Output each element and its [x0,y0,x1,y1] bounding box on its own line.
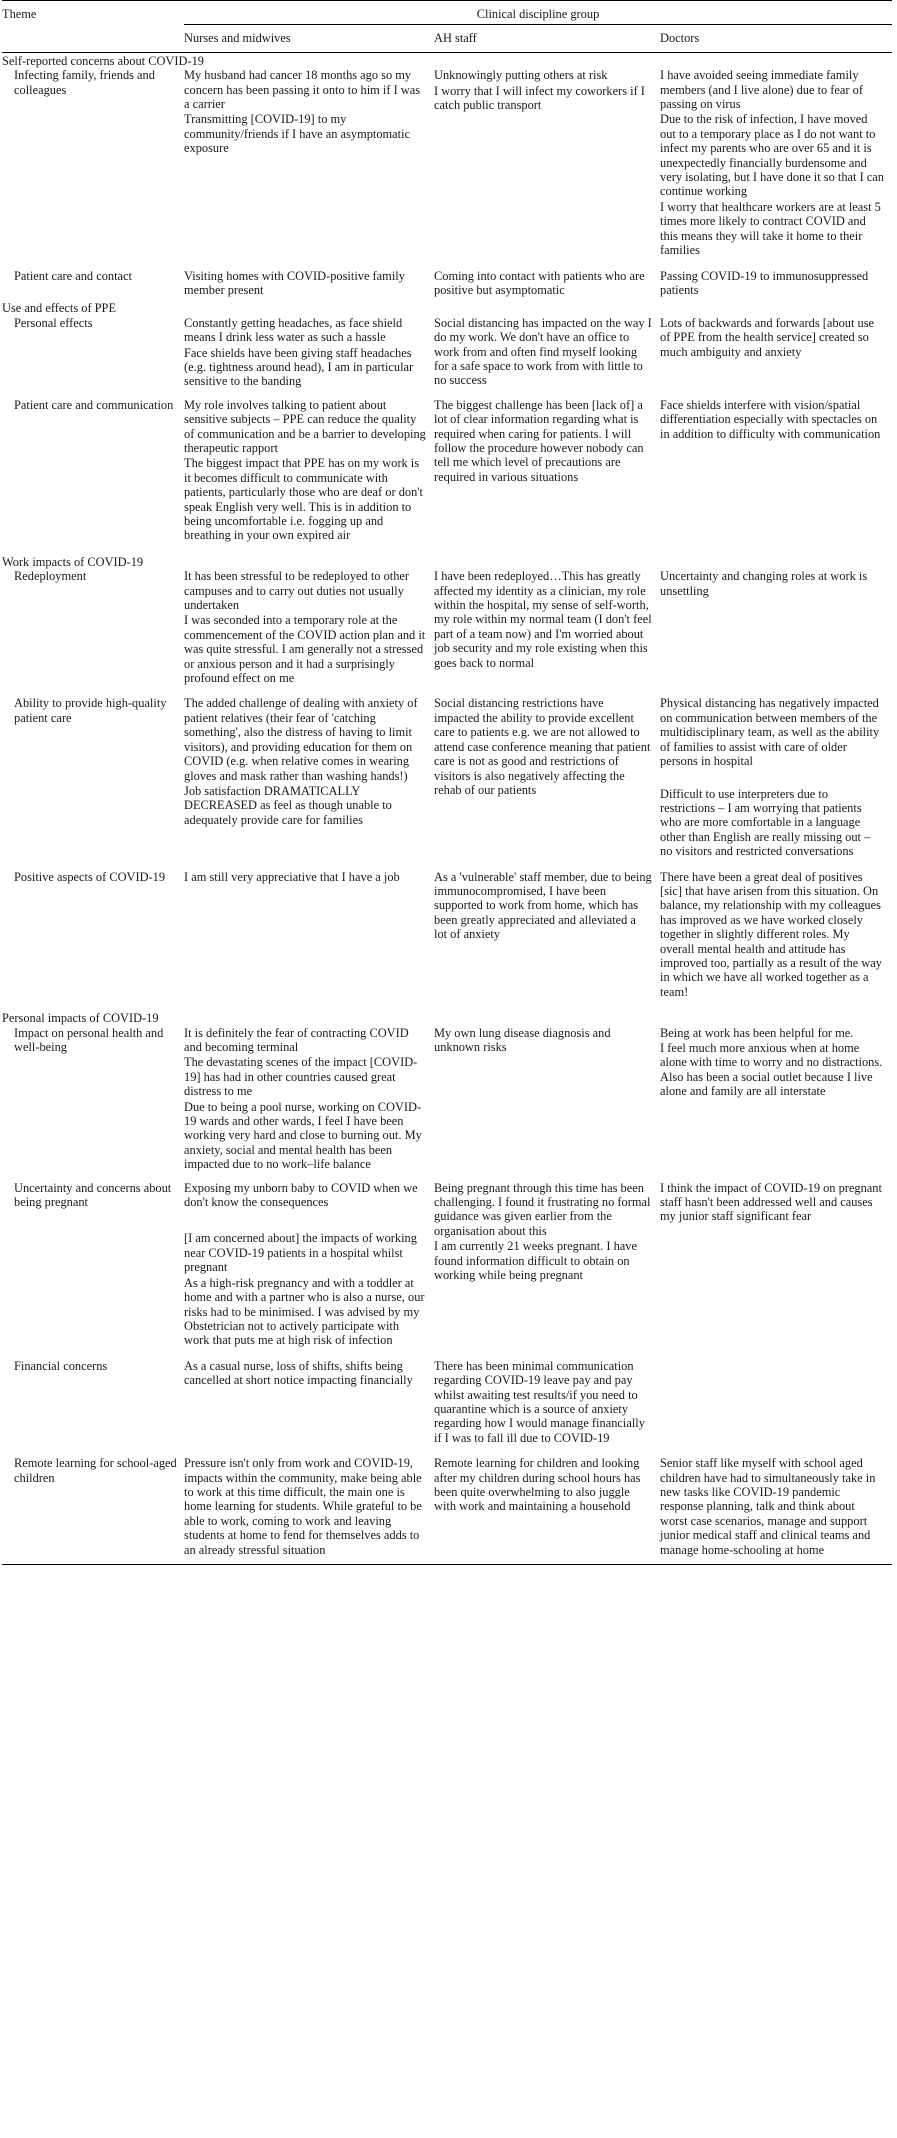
quote-text: Uncertainty and changing roles at work is unsettling [660,569,868,598]
table-body [2,52,892,1564]
quote-text: The devastating scenes of the impact [COVID-19] has had in other countries caused great distress to me [184,1055,418,1099]
quote-text: As a high-risk pregnancy and with a toddler at home and with a partner who is also a nurse, our risks had to be minimised. I was advised by my Obstetrician not to actively participate with work that puts me at high risk of infection [184,1275,425,1348]
quote-cell-doctors [660,870,892,1011]
section-title: Work impacts of COVID-19 [2,554,144,569]
table-row [2,870,892,1011]
quote-cell-ah [434,696,660,869]
section-row [2,300,892,315]
quote-cell-doctors [660,696,892,869]
quote-text: [I am concerned about] the impacts of working near COVID-19 patients in a hospital whilst pregnant [184,1231,417,1275]
quote-text: Difficult to use interpreters due to restrictions – I am worrying that patients who are more comfortable in a language other than English are really missing out – no visitors and restricted conversations [660,786,871,859]
quote-text: I am currently 21 weeks pregnant. I have found information difficult to obtain on working while being pregnant [434,1239,637,1283]
quote-text: Face shields have been giving staff headaches (e.g. tightness around head), I am in particular sensitive to the banding [184,345,414,389]
quote-text: Unknowingly putting others at risk [434,68,608,83]
quote-cell-doctors [660,1456,892,1564]
quote-text: The biggest challenge has been [lack of] a lot of clear information regarding what is required when caring for patients. I will follow the procedure however nobody can tell me which level of precautions are required in various situations [434,397,644,484]
quote-text: Social distancing restrictions have impacted the ability to provide excellent care to patients e.g. we are not allowed to attend case conference meaning that patient care is not as good and restrictions of visitors is also negatively affecting the rehab of our patients [434,696,651,797]
quote-text: I feel much more anxious when at home alone with time to worry and no distractions. Also has been a social outlet because I live alone and family are all interstate [660,1041,883,1099]
quote-cell-ah [434,1026,660,1181]
subtheme-cell: Uncertainty and concerns about being pregnant [14,1180,172,1210]
quote-text: Senior staff like myself with school aged children have had to simultaneously take in new tasks like COVID-19 pandemic response planning, talk and think about worst case scenarios, manage and support junior medical staff and clinical teams and manage home-schooling at home [660,1456,876,1557]
quote-text: Due to the risk of infection, I have moved out to a temporary place as I do not want to infect my parents who are over 65 and it is unexpectedly financially burdensome and very isolating, but I have done it so that I can continue working [660,112,885,199]
theme-header: Theme [2,1,184,28]
quote-cell-ah [434,569,660,696]
table-row [2,398,892,554]
subtheme-cell: Remote learning for school-aged children [2,1456,184,1564]
clinical-discipline-group-header [184,1,892,28]
quote-text: I worry that healthcare workers are at least 5 times more likely to contract COVID and this means they will take it home to their families [660,199,881,258]
quote-text: Transmitting [COVID-19] to my community/friends if I have an asymptomatic exposure [184,112,411,156]
section-title: Personal impacts of COVID-19 [2,1011,159,1026]
quote-text: As a casual nurse, loss of shifts, shifts being cancelled at short notice impacting financially [184,1358,413,1388]
quote-text: Job satisfaction DRAMATICALLY DECREASED as feel as though unable to adequately provide care for families [184,783,392,827]
column-header-doctors: Doctors [660,27,892,52]
subtheme-cell: Financial concerns [14,1358,108,1373]
quote-text: Lots of backwards and forwards [about use of PPE from the health service] created so much ambiguity and anxiety [660,315,875,359]
quote-text: As a 'vulnerable' staff member, due to being immunocompromised, I have been supported to work from home, which has been greatly appreciated and alleviated a lot of anxiety [434,869,652,942]
quote-cell-doctors [660,68,892,268]
subtheme-cell: Infecting family, friends and colleagues [14,68,155,97]
quote-text: I worry that I will infect my coworkers if I catch public transport [434,83,645,113]
quote-cell-ah [434,1359,660,1456]
quote-text: I am still very appreciative that I have a job [184,869,400,884]
quote-cell-nurses [184,569,434,696]
table-row [2,269,892,301]
quote-text: Social distancing has impacted on the way I do my work. We don't have an office to work from and often find myself looking for a safe space to work from with little to no success [434,315,652,388]
quote-cell-nurses [184,398,434,554]
subtheme-cell: Personal effects [14,315,93,330]
quote-cell-ah [434,398,660,554]
subtheme-cell: Redeployment [14,569,87,584]
quote-cell-doctors [660,316,892,398]
column-header-nurses: Nurses and midwives [184,27,434,52]
quote-cell-doctors [660,569,892,696]
quote-text: Being pregnant through this time has been challenging. I found it frustrating no formal guidance was given earlier from the organisation about this [434,1180,651,1238]
section-row [2,554,892,569]
section-title: Self-reported concerns about COVID-19 [2,53,204,68]
quote-text: Due to being a pool nurse, working on COVID-19 wards and other wards, I feel I have been working very hard and close to burning out. My anxiety, social and mental health has been impacted due to no work–life balance [184,1099,422,1172]
quote-cell-nurses [184,68,434,268]
subtheme-cell: Patient care and contact [14,268,132,283]
quote-text: Face shields interfere with vision/spatial differentiation especially with spectacles on in addition to difficulty with communication [660,397,881,441]
section-row [2,52,892,68]
quote-text: It has been stressful to be redeployed to other campuses and to carry out duties not usually undertaken [184,569,410,613]
quote-text: Coming into contact with patients who are positive but asymptomatic [434,268,645,297]
subtheme-cell: Impact on personal health and well-being [14,1025,164,1054]
covid-quotes-table [2,0,892,1565]
table-row [2,1359,892,1456]
quote-text: It is definitely the fear of contracting COVID and becoming terminal [184,1025,409,1054]
quote-cell-nurses [184,696,434,869]
table-row [2,1181,892,1359]
table-row [2,569,892,696]
quote-cell-ah [434,870,660,1011]
quote-cell-ah [434,68,660,268]
theme-header-spacer [2,27,184,52]
quote-cell-nurses [184,870,434,1011]
quote-text: The added challenge of dealing with anxiety of patient relatives (their fear of 'catching something', also the distress of having to limit visitors), and providing education for them on COVID (e.g. when relative comes in wearing gloves and mask rather than washing hands!) [184,696,418,783]
quote-cell-ah [434,1456,660,1564]
section-row [2,1010,892,1025]
quote-text: Visiting homes with COVID-positive family member present [184,268,405,297]
subtheme-cell: Ability to provide high-quality patient care [14,696,167,725]
quote-text: The biggest impact that PPE has on my work is it becomes difficult to communicate with patients, particularly those who are deaf or don't speak English very well. This is in addition to being uncomfortable i.e. fogging up and breathing in your own expired air [184,456,423,543]
quote-cell-doctors [660,1359,892,1456]
table-row [2,316,892,398]
quote-text: I was seconded into a temporary role at the commencement of the COVID action plan and it was quite stressful. I am generally not a stressed or anxious person and it had a surprisingly profound effect on me [184,613,426,686]
quote-cell-doctors [660,269,892,301]
quote-cell-nurses [184,1456,434,1564]
quote-cell-doctors [660,1181,892,1359]
subtheme-cell: Positive aspects of COVID-19 [14,869,166,884]
quote-text: My husband had cancer 18 months ago so my concern has been passing it onto to him if I was a carrier [184,68,421,112]
table-row [2,1456,892,1564]
quote-cell-nurses [184,316,434,398]
quote-text: I think the impact of COVID-19 on pregnant staff hasn't been addressed well and causes my junior staff significant fear [660,1180,882,1224]
quote-cell-doctors [660,1026,892,1181]
quote-cell-ah [434,1181,660,1359]
table-row [2,696,892,869]
quote-cell-nurses [184,269,434,301]
quote-cell-doctors [660,398,892,554]
quote-text: Passing COVID-19 to immunosuppressed patients [660,268,869,297]
quote-text: There has been minimal communication regarding COVID-19 leave pay and pay whilst awaiting test results/if you need to quarantine which is a source of anxiety regarding how I would manage financially if I was to fall ill due to COVID-19 [434,1358,645,1445]
clinical-discipline-group-label: Clinical discipline group [184,7,892,25]
table-row [2,1026,892,1181]
quote-text: My own lung disease diagnosis and unknown risks [434,1025,611,1054]
quote-text: There have been a great deal of positives [sic] that have arisen from this situation. On balance, my relationship with my colleagues has improved as we have worked closely together in slightly different roles. My overall mental health and attitude has improved too, partially as a result of the way in which we have all worked together as a team! [660,869,882,999]
quote-text: I have avoided seeing immediate family members (and I live alone) due to fear of passing on virus [660,68,863,112]
quote-cell-nurses [184,1026,434,1181]
quote-text: Constantly getting headaches, as face shield means I drink less water as such a hassle [184,315,403,345]
quote-cell-ah [434,269,660,301]
table-row [2,68,892,268]
quote-text: My role involves talking to patient about sensitive subjects – PPE can reduce the quality of communication and be a barrier to developing therapeutic rapport [184,397,426,455]
quote-cell-nurses [184,1359,434,1456]
quote-text: I have been redeployed…This has greatly affected my identity as a clinician, my role within the hospital, my sense of self-worth, my role within my normal team (I don't feel part of a team now) and I'm worried about job security and my role existing when this goes back to normal [434,569,652,670]
quote-text: Physical distancing has negatively impacted on communication between members of the multidisciplinary team, as well as the ability of families to assist with care of older persons in hospital [660,696,880,769]
column-header-ah-staff: AH staff [434,27,660,52]
quote-text: Exposing my unborn baby to COVID when we don't know the consequences [184,1180,418,1210]
quote-text: Being at work has been helpful for me. [660,1025,854,1040]
quote-text: Pressure isn't only from work and COVID-19, impacts within the community, make being able to work at this time difficult, the main one is home learning for students. While grateful to be able to work, coming to work and leaving students at home to fend for themselves adds to an already stressful situation [184,1456,422,1557]
subtheme-cell: Patient care and communication [14,397,174,412]
section-title: Use and effects of PPE [2,301,117,316]
quote-cell-ah [434,316,660,398]
quote-text: Remote learning for children and looking after my children during school hours has been quite overwhelming to also juggle with work and maintaining a household [434,1456,641,1514]
quote-cell-nurses [184,1181,434,1359]
